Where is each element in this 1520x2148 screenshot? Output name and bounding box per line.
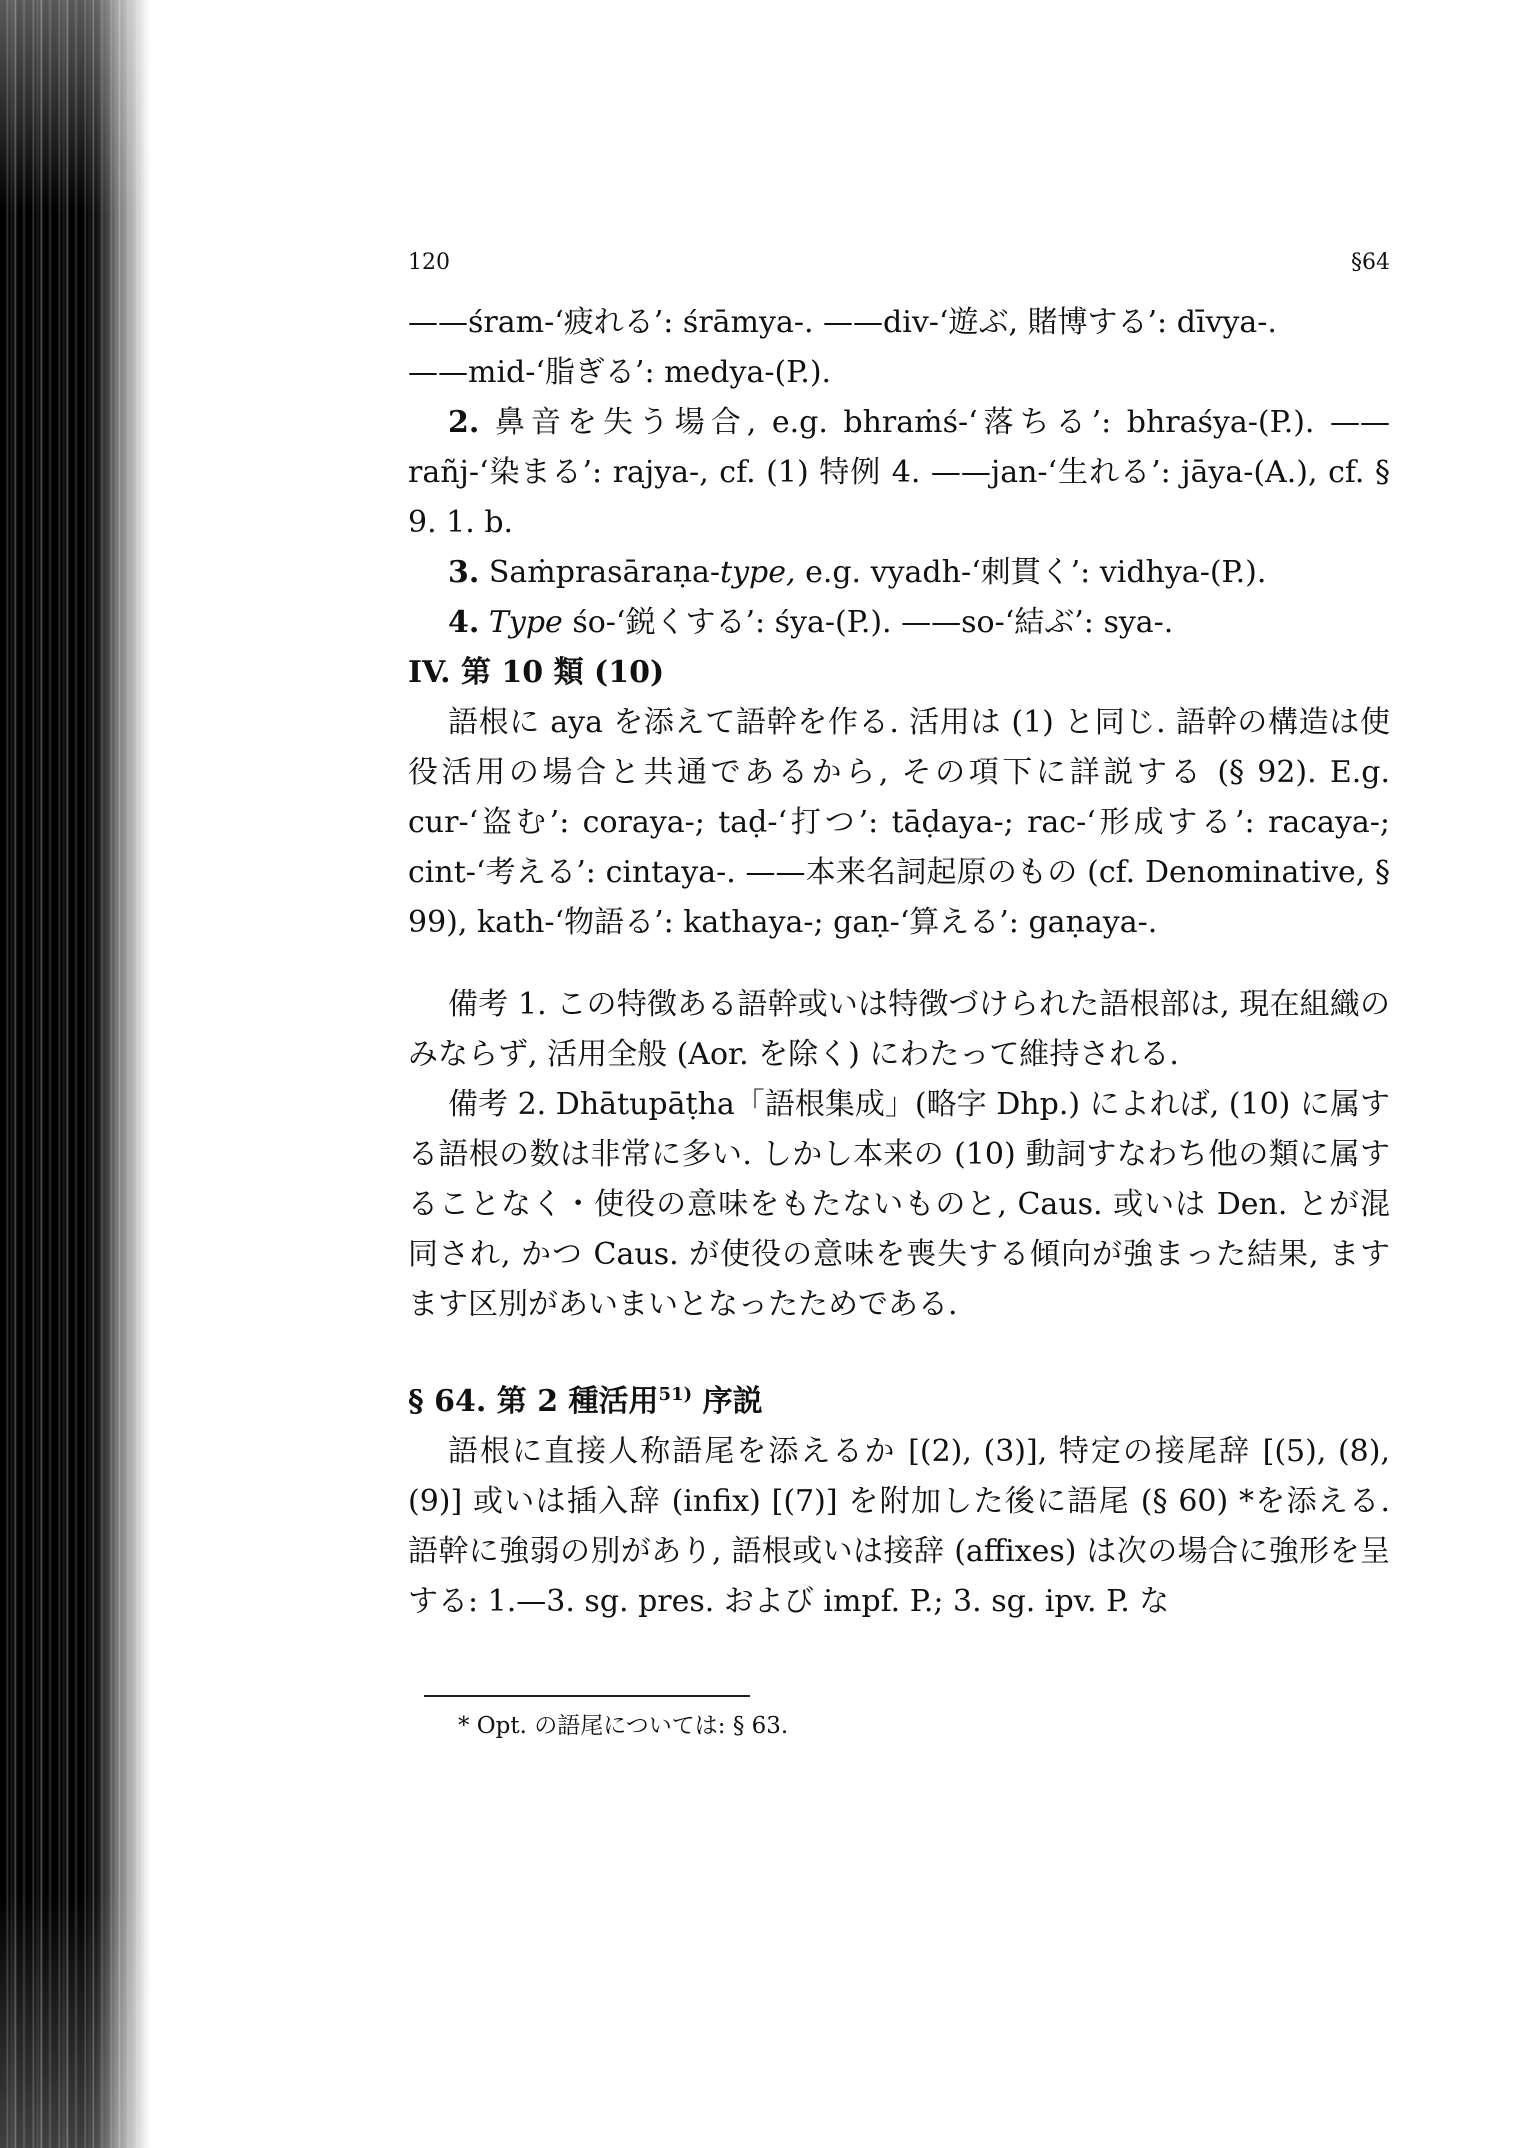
list-item-text-post: e.g. vyadh-‘刺貫く’: vidhya-(P.).	[795, 555, 1267, 590]
footnote: * Opt. の語尾については: § 63.	[458, 1713, 789, 1739]
section-64-heading-text: § 64. 第 2 種活用	[408, 1384, 659, 1419]
book-spine-highlight	[0, 0, 150, 2148]
section-reference: §64	[1351, 250, 1390, 275]
list-item-2	[408, 398, 1390, 548]
list-item-text: 鼻音を失う場合, e.g. bhraṁś-‘落ちる’: bhraśya-(P.). ——rañj-‘染まる’: rajya-, cf. (1) 特例 4. ——jan-‘生れる’: jāya-(A.), cf. § 9. 1. b.	[408, 405, 1390, 540]
section-64-title: 序説	[692, 1384, 763, 1419]
text-line-1: ——śram-‘疲れる’: śrāmya-. ——div-‘遊ぶ, 賭博する’: dīvya-.	[408, 305, 1277, 340]
list-item-number: 4.	[448, 605, 480, 640]
italic-term: Type	[488, 605, 563, 640]
section-heading-iv: IV. 第 10 類 (10)	[408, 655, 665, 690]
book-page	[408, 248, 1390, 1743]
section-iv-paragraph: 語根に aya を添えて語幹を作る. 活用は (1) と同じ. 語幹の構造は使役活用の場合と共通であるから, その項下に詳説する (§ 92). E.g. cur-‘盗む’: coraya-; taḍ-‘打つ’: tāḍaya-; rac-‘形成する’: racaya-; cint-‘考える’: cintaya-. ——本来名詞起原のもの (cf. Denominative, § 99), kath-‘物語る’: kathaya-; gaṇ-‘算える’: gaṇaya-.	[408, 705, 1390, 940]
page-number: 120	[408, 250, 450, 275]
footnote-rule	[424, 1695, 750, 1697]
list-item-number: 3.	[448, 555, 480, 590]
footnote-marker: 51)	[658, 1384, 693, 1405]
list-item-3	[408, 548, 1390, 598]
note-1: 備考 1. この特徴ある語幹或いは特徴づけられた語根部は, 現在組織のみならず, 活用全般 (Aor. を除く) にわたって維持される.	[408, 987, 1390, 1072]
note-2: 備考 2. Dhātupāṭha「語根集成」(略字 Dhp.) によれば, (10) に属する語根の数は非常に多い. しかし本来の (10) 動詞すなわち他の類に属することなく・使役の意味をもたないものと, Caus. 或いは Den. とが混同され, かつ Caus. が使役の意味を喪失する傾向が強まった結果, ますます区別があいまいとなったためである.	[408, 1087, 1390, 1322]
running-header	[408, 248, 1390, 278]
section-64-paragraph: 語根に直接人称語尾を添えるか [(2), (3)], 特定の接尾辞 [(5), (8), (9)] 或いは插入辞 (infix) [(7)] を附加した後に語尾 (§ 60) *を添える. 語幹に強弱の別があり, 語根或いは接辞 (affixes) は次の場合に強形を呈する: 1.—3. sg. pres. および impf. P.; 3. sg. ipv. P. な	[408, 1434, 1390, 1619]
list-item-text-post: śo-‘鋭くする’: śya-(P.). ——so-‘結ぶ’: sya-.	[562, 605, 1174, 640]
section-64-heading	[408, 1370, 1390, 1427]
italic-term: type,	[720, 555, 796, 590]
list-item-number: 2.	[448, 405, 480, 440]
list-item-4	[408, 598, 1390, 648]
list-item-text-pre: Saṁprasāraṇa-	[479, 555, 721, 590]
text-line-2: ——mid-‘脂ぎる’: medya-(P.).	[408, 355, 832, 390]
